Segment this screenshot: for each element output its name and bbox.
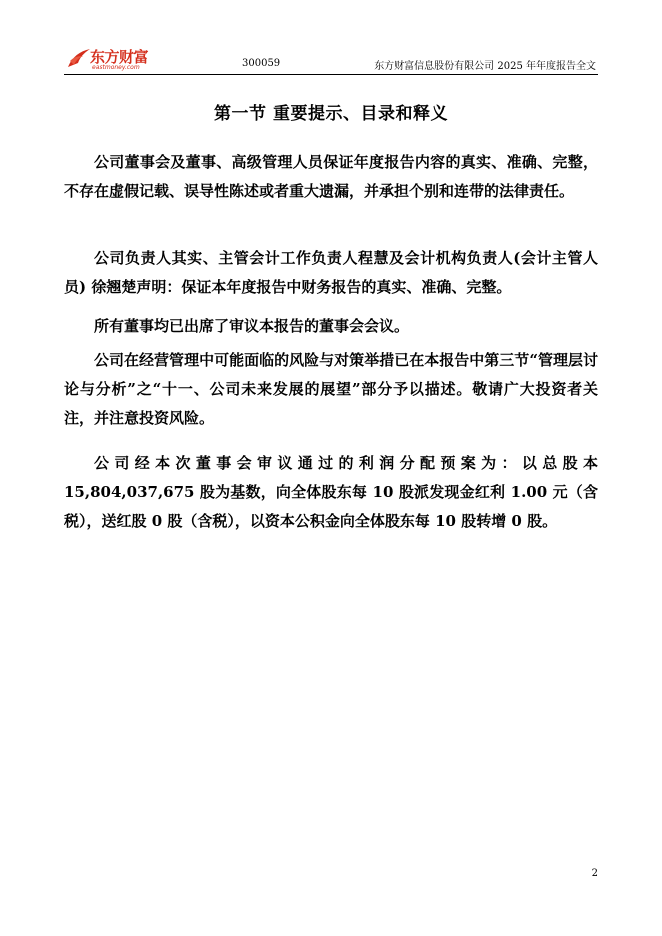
paragraph-responsible-persons: 公司负责人其实、主管会计工作负责人程慧及会计机构负责人(会计主管人员) 徐翘楚声明：保证本年度报告中财务报告的真实、准确、完整。 bbox=[64, 249, 598, 296]
page-header bbox=[64, 40, 598, 75]
paragraph-directors-attendance: 所有董事均已出席了审议本报告的董事会会议。 bbox=[94, 317, 410, 335]
paragraph-risk-notice: 公司在经营管理中可能面临的风险与对策举措已在本报告中第三节“管理层讨论与分析”之“十一、公司未来发展的展望”部分予以描述。敬请广大投资者关注，并注意投资风险。 bbox=[64, 351, 598, 427]
stock-code: 300059 bbox=[242, 58, 281, 69]
paragraph-board-guarantee: 公司董事会及董事、高级管理人员保证年度报告内容的真实、准确、完整，不存在虚假记载、误导性陈述或者重大遗漏，并承担个别和连带的法律责任。 bbox=[64, 153, 598, 200]
document-title: 东方财富信息股份有限公司 2025 年年度报告全文 bbox=[374, 61, 596, 72]
paragraph-profit-distribution: 公司经本次董事会审议通过的利润分配预案为：以总股本 15,804,037,675 股为基数，向全体股东每 10 股派发现金红利 1.00 元（含税），送红股 0 股（含税），以资本公积金向全体股东每 10 股转增 0 股。 bbox=[64, 454, 598, 530]
company-logo bbox=[66, 46, 156, 72]
logo-text-en: eastmoney.com bbox=[92, 64, 140, 71]
logo-text-cn: 东方财富 bbox=[90, 48, 149, 66]
section-title: 第一节 重要提示、目录和释义 bbox=[214, 104, 448, 124]
eastmoney-logo-icon bbox=[66, 47, 92, 69]
page-number: 2 bbox=[591, 868, 598, 879]
